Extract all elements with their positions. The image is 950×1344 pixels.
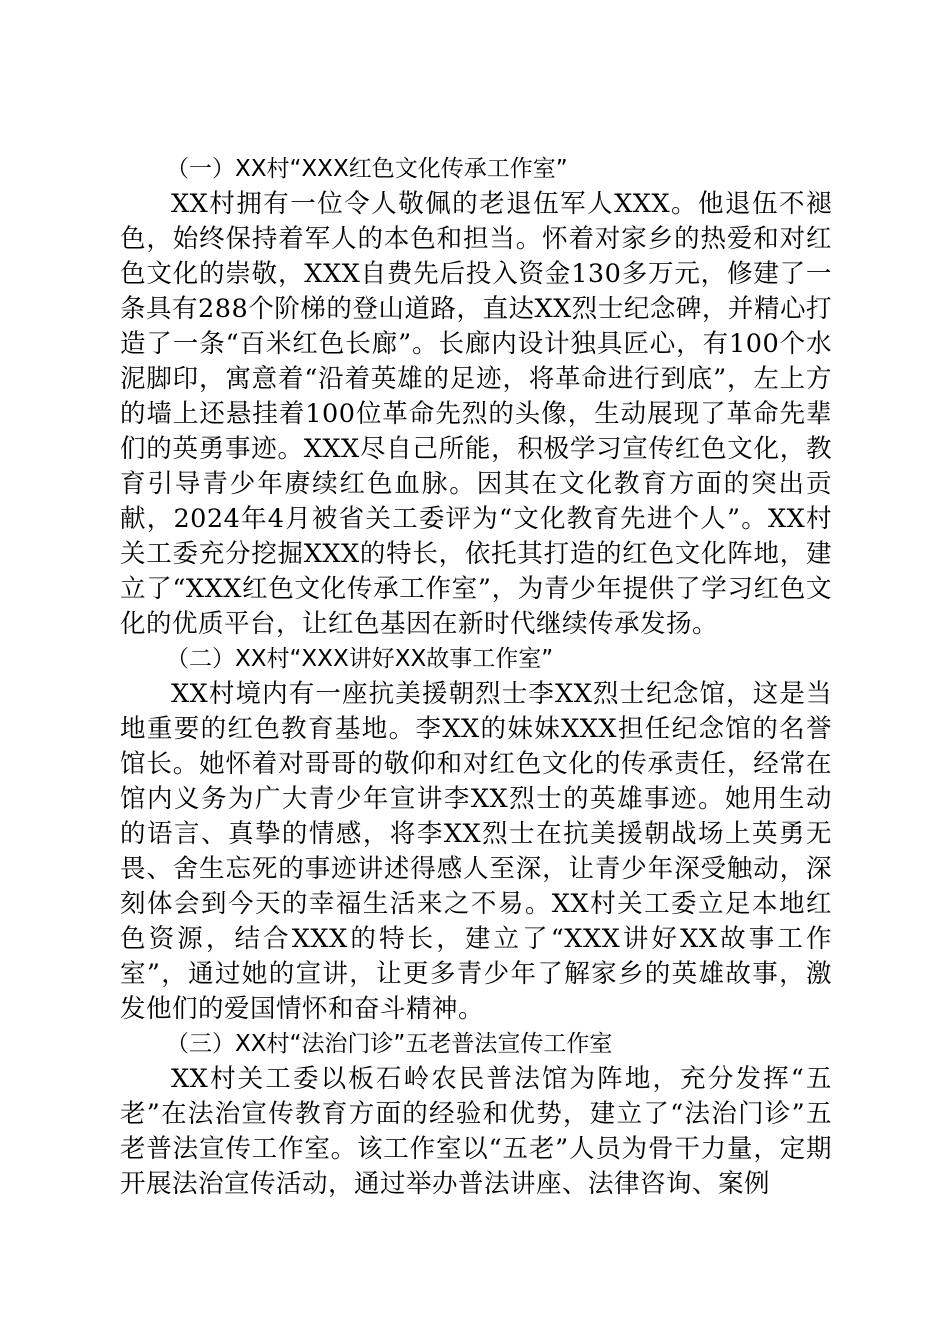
section-2 <box>120 642 832 1027</box>
document-page <box>120 152 832 1202</box>
section-heading: （一）XX村“XXX红色文化传承工作室” <box>166 156 568 182</box>
body-paragraph: XX村关工委以板石岭农民普法馆为阵地，充分发挥“五老”在法治宣传教育方面的经验和优势，建立了“法治门诊”五老普法宣传工作室。该工作室以“五老”人员为骨干力量，定期开展法治宣传活动，通过举办普法讲座、法律咨询、案例 <box>120 1064 832 1199</box>
section-3 <box>120 1027 832 1202</box>
section-heading: （三）XX村“法治门诊”五老普法宣传工作室 <box>166 1031 613 1057</box>
body-paragraph: XX村拥有一位令人敬佩的老退伍军人XXX。他退伍不褪色，始终保持着军人的本色和担当。怀着对家乡的热爱和对红色文化的崇敬，XXX自费先后投入资金130多万元，修建了一条具有288个阶梯的登山道路，直达XX烈士纪念碑，并精心打造了一条“百米红色长廊”。长廊内设计独具匠心，有100个水泥脚印，寓意着“沿着英雄的足迹，将革命进行到底”，左上方的墙上还悬挂着100位革命先烈的头像，生动展现了革命先辈们的英勇事迹。XXX尽自己所能，积极学习宣传红色文化，教育引导青少年赓续红色血脉。因其在文化教育方面的突出贡献，2024年4月被省关工委评为“文化教育先进个人”。XX村关工委充分挖掘XXX的特长，依托其打造的红色文化阵地，建立了“XXX红色文化传承工作室”，为青少年提供了学习红色文化的优质平台，让红色基因在新时代继续传承发扬。 <box>120 189 832 639</box>
section-heading: （二）XX村“XXX讲好XX故事工作室” <box>166 646 554 672</box>
section-1 <box>120 152 832 642</box>
body-paragraph: XX村境内有一座抗美援朝烈士李XX烈士纪念馆，这是当地重要的红色教育基地。李XX的妹妹XXX担任纪念馆的名誉馆长。她怀着对哥哥的敬仰和对红色文化的传承责任，经常在馆内义务为广大青少年宣讲李XX烈士的英雄事迹。她用生动的语言、真挚的情感，将李XX烈士在抗美援朝战场上英勇无畏、舍生忘死的事迹讲述得感人至深，让青少年深受触动，深刻体会到今天的幸福生活来之不易。XX村关工委立足本地红色资源，结合XXX的特长，建立了“XXX讲好XX故事工作室”，通过她的宣讲，让更多青少年了解家乡的英雄故事，激发他们的爱国情怀和奋斗精神。 <box>120 679 832 1024</box>
